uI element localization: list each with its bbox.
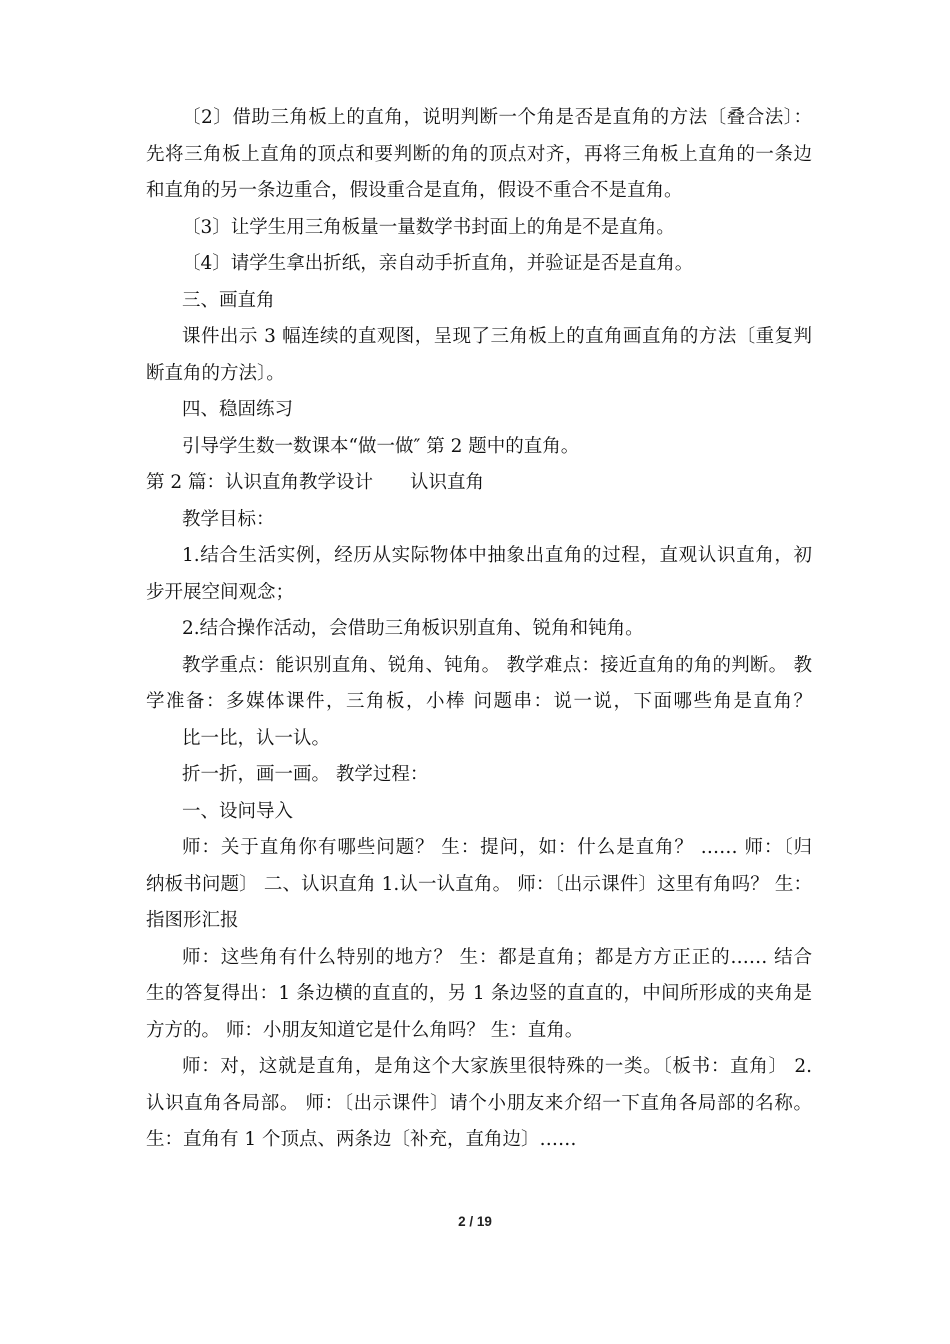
text-line: 生：直角有 1 个顶点、两条边〔补充，直角边〕…… xyxy=(146,1129,577,1150)
page-number: 2 / 19 xyxy=(458,1214,492,1229)
text-line: 师：这些角有什么特别的地方？ 生：都是直角；都是方方正正的…… 结合 xyxy=(182,946,812,968)
text-line: 引导学生数一数课本“做一做″ 第 2 题中的直角。 xyxy=(182,435,580,457)
text-line: 方方的。 师：小朋友知道它是什么角吗？ 生：直角。 xyxy=(146,1019,584,1041)
text-line: 比一比，认一认。 xyxy=(182,727,331,749)
text-line: 折一折，画一画。 教学过程： xyxy=(182,764,429,785)
text-line: 〔4〕请学生拿出折纸，亲自动手折直角，并验证是否是直角。 xyxy=(182,253,694,274)
text-line: 师：关于直角你有哪些问题？ 生：提问，如：什么是直角？ …… 师：〔归 xyxy=(182,837,812,858)
text-line: 第 2 篇：认识直角教学设计 认识直角 xyxy=(146,472,485,493)
text-line: 教学重点：能识别直角、锐角、钝角。 教学难点：接近直角的角的判断。 教 xyxy=(182,654,812,676)
text-line: 认识直角各局部。 师：〔出示课件〕请个小朋友来介绍一下直角各局部的名称。 xyxy=(146,1092,812,1114)
text-line: 纳板书问题〕 二、认识直角 1.认一认直角。 师：〔出示课件〕这里有角吗？ 生： xyxy=(146,873,812,895)
text-line: 生的答复得出：1 条边横的直直的，另 1 条边竖的直直的，中间所形成的夹角是 xyxy=(146,983,812,1004)
text-line: 一、设问导入 xyxy=(182,800,294,822)
text-line: 步开展空间观念； xyxy=(146,581,295,603)
text-line: 断直角的方法〕。 xyxy=(146,362,285,384)
text-line: 1.结合生活实例，经历从实际物体中抽象出直角的过程，直观认识直角，初 xyxy=(182,545,812,566)
text-line: 学准备：多媒体课件，三角板，小棒 问题串：说一说，下面哪些角是直角？ xyxy=(146,691,812,712)
text-line: 指图形汇报 xyxy=(146,910,239,931)
text-line: 2.结合操作活动，会借助三角板识别直角、锐角和钝角。 xyxy=(182,618,644,639)
text-line: 先将三角板上直角的顶点和要判断的角的顶点对齐，再将三角板上直角的一条边 xyxy=(146,143,812,165)
text-line: 〔3〕让学生用三角板量一量数学书封面上的角是不是直角。 xyxy=(182,216,675,238)
text-line: 四、稳固练习 xyxy=(182,399,294,420)
text-line: 和直角的另一条边重合，假设重合是直角，假设不重合不是直角。 xyxy=(146,180,683,201)
text-line: 课件出示 3 幅连续的直观图，呈现了三角板上的直角画直角的方法〔重复判 xyxy=(182,326,812,347)
text-line: 教学目标： xyxy=(182,508,275,530)
text-line: 三、画直角 xyxy=(182,289,275,311)
document-body xyxy=(146,100,812,1159)
text-line: 师：对，这就是直角，是角这个大家族里很特殊的一类。〔板书：直角〕 2. xyxy=(182,1056,812,1077)
text-line: 〔2〕借助三角板上的直角，说明判断一个角是否是直角的方法〔叠合法〕： xyxy=(182,107,812,128)
